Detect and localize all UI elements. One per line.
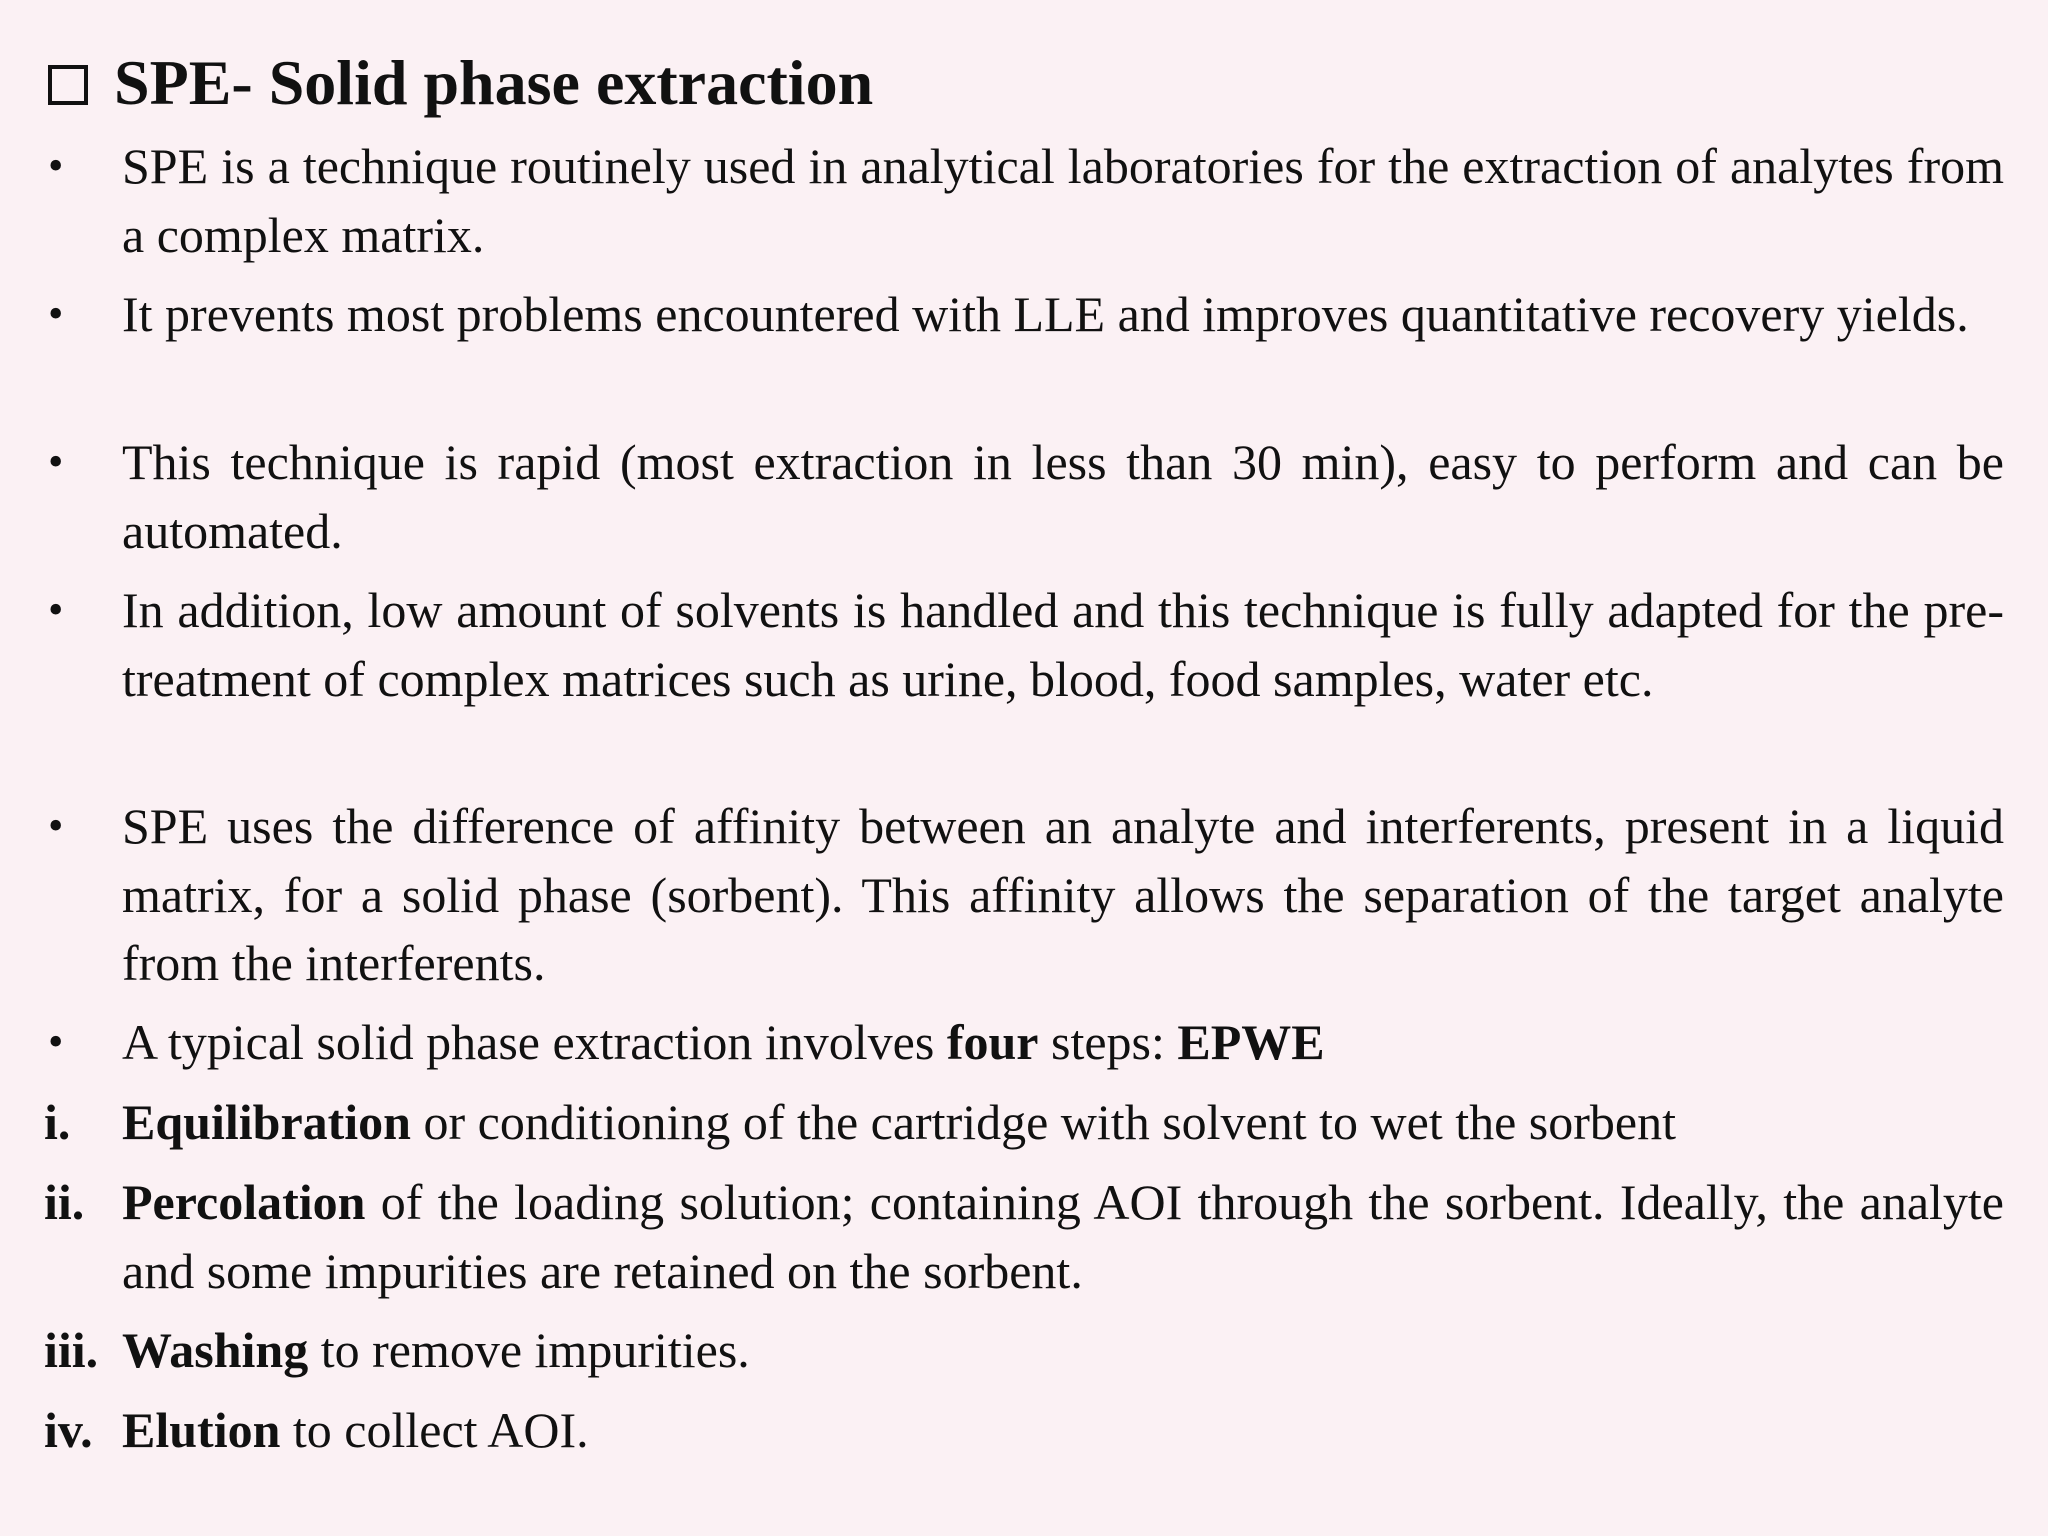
steps-intro-middle: steps:	[1038, 1014, 1178, 1070]
step-term: Washing	[122, 1322, 309, 1378]
step-numeral: iii.	[44, 1322, 99, 1378]
checkbox-square-icon	[48, 65, 88, 105]
step-text	[122, 1396, 2004, 1465]
bullet-icon: •	[48, 289, 64, 338]
step-text	[122, 1316, 2004, 1385]
step-description: or conditioning of the cartridge with solvent to wet the sorbent	[411, 1094, 1676, 1150]
slide-title-text: SPE- Solid phase extraction	[114, 47, 874, 118]
step-description: to collect AOI.	[280, 1402, 589, 1458]
step-numeral: ii.	[44, 1174, 85, 1230]
bullet-text: In addition, low amount of solvents is handled and this technique is fully adapted for the pre-treatment of complex matrices such as urine, blood, food samples, water etc.	[122, 582, 2004, 707]
step-text	[122, 1168, 2004, 1305]
bullet-icon: •	[48, 801, 64, 850]
step-term: Elution	[122, 1402, 281, 1458]
step-term: Percolation	[122, 1174, 366, 1230]
step-numeral: i.	[44, 1094, 71, 1150]
bullet-text: SPE uses the difference of affinity between an analyte and interferents, present in a liquid matrix, for a solid phase (sorbent). This affinity allows the separation of the target analyte from the interferents.	[122, 798, 2004, 991]
bullet-text: This technique is rapid (most extraction in less than 30 min), easy to perform and can be automated.	[122, 434, 2004, 559]
bullet-icon: •	[48, 585, 64, 634]
steps-count: four	[946, 1014, 1039, 1070]
bullet-text: SPE is a technique routinely used in analytical laboratories for the extraction of analytes from a complex matrix.	[122, 138, 2004, 263]
steps-acronym: EPWE	[1177, 1014, 1325, 1070]
step-numeral: iv.	[44, 1402, 93, 1458]
slide-title	[48, 38, 873, 128]
bullet-icon: •	[48, 437, 64, 486]
step-description: of the loading solution; containing AOI through the sorbent. Ideally, the analyte and some impurities are retained on the sorbent.	[122, 1174, 2004, 1299]
step-description: to remove impurities.	[308, 1322, 750, 1378]
step-term: Equilibration	[122, 1094, 411, 1150]
bullet-icon: •	[48, 1017, 64, 1066]
bullet-icon: •	[48, 141, 64, 190]
bullet-text: It prevents most problems encountered with LLE and improves quantitative recovery yields.	[122, 286, 1969, 342]
steps-intro-text	[122, 1008, 2004, 1077]
step-text	[122, 1088, 2004, 1157]
steps-intro-before: A typical solid phase extraction involves	[122, 1014, 947, 1070]
